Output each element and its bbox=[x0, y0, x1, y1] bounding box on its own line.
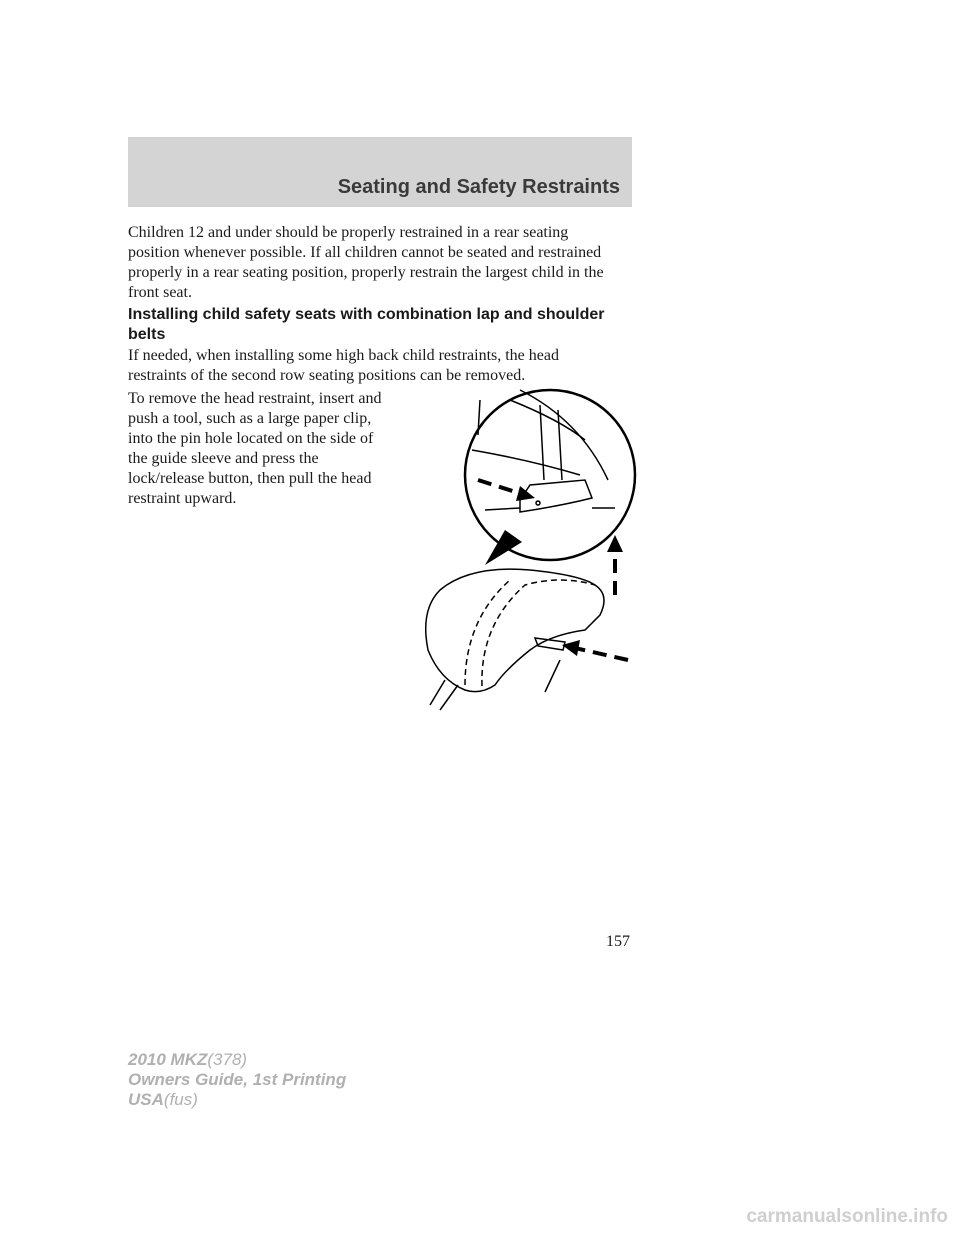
footer-guide-edition: Owners Guide, 1st Printing bbox=[128, 1070, 347, 1089]
head-restraint bbox=[426, 569, 604, 710]
footer-market-code: (fus) bbox=[163, 1090, 198, 1109]
insert-tool-arrowhead bbox=[516, 486, 535, 501]
footer-line-2 bbox=[128, 1070, 346, 1090]
pull-upward-arrowhead bbox=[607, 535, 623, 552]
page-number: 157 bbox=[606, 933, 630, 950]
info-paragraph: If needed, when installing some high back child restraints, the head restraints of the second row seating positions can be removed. bbox=[128, 347, 559, 384]
site-watermark: carmanualsonline.info bbox=[746, 1206, 948, 1227]
intro-paragraph: Children 12 and under should be properly restrained in a rear seating position whenever possible. If all children cannot be seated and restrained properly in a rear seating position, properly restrain the largest child in the front seat. bbox=[128, 224, 604, 301]
head-restraint-removal-illustration bbox=[410, 380, 640, 720]
guide-sleeve-detail bbox=[472, 390, 615, 512]
instruction-paragraph: To remove the head restraint, insert and push a tool, such as a large paper clip, into the pin hole located on the side of the guide sleeve and press the lock/release button, then pull the head restraint upward. bbox=[128, 390, 382, 507]
section-header-bar bbox=[128, 137, 632, 207]
footer-model-code: (378) bbox=[207, 1050, 248, 1069]
footer-model: 2010 MKZ bbox=[128, 1050, 208, 1069]
release-button-arrow bbox=[575, 648, 628, 660]
footer-market: USA bbox=[128, 1090, 164, 1109]
insert-tool-arrow bbox=[478, 480, 525, 495]
footer-line-1 bbox=[128, 1050, 346, 1070]
print-footer bbox=[128, 1050, 346, 1110]
detail-magnifier bbox=[465, 390, 635, 560]
subsection-heading: Installing child safety seats with combination lap and shoulder belts bbox=[128, 306, 605, 343]
section-title: Seating and Safety Restraints bbox=[337, 176, 620, 198]
footer-line-3 bbox=[128, 1090, 346, 1110]
